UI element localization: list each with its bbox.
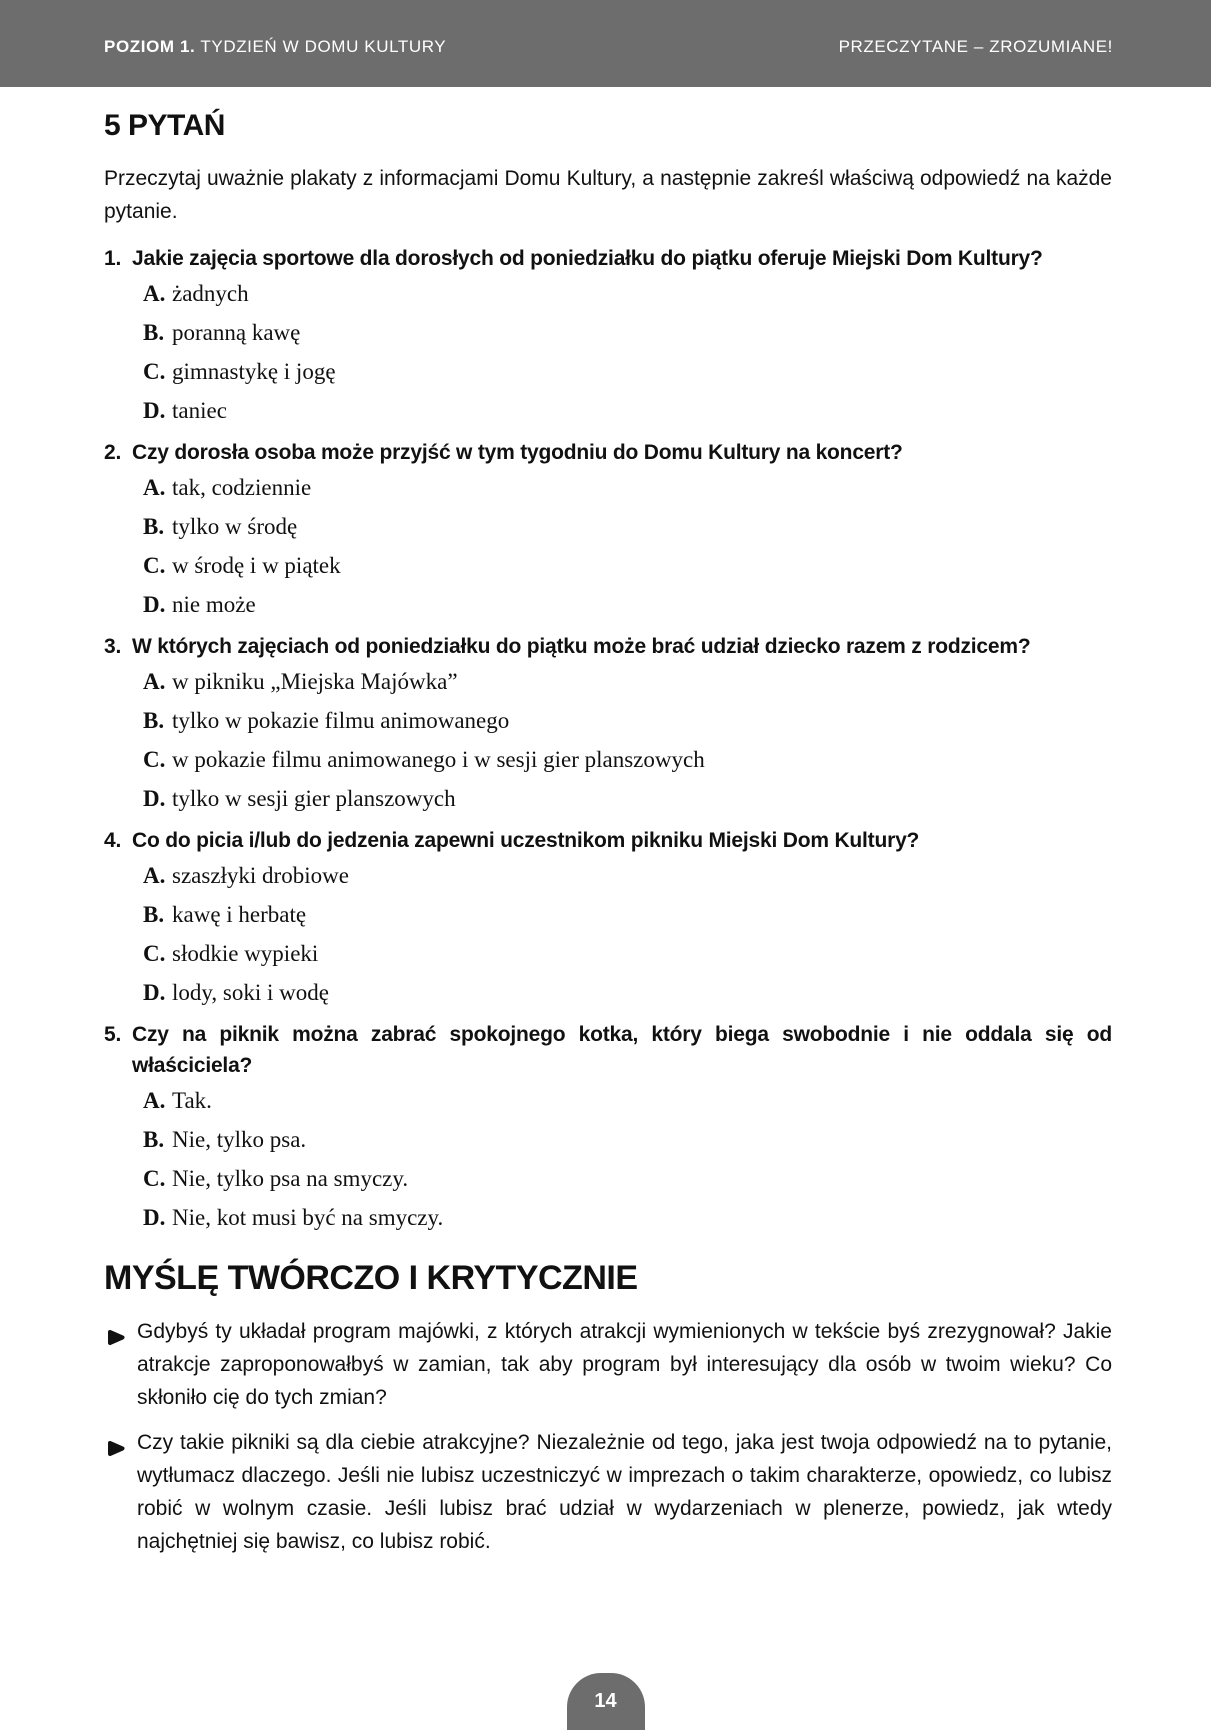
- quiz-instructions: Przeczytaj uważnie plakaty z informacjami Domu Kultury, a następnie zakreśl właściwą odpowiedź na każde pytanie.: [104, 167, 1112, 223]
- option-letter: D.: [143, 592, 166, 617]
- option-letter: D.: [143, 980, 166, 1005]
- option-text: szaszłyki drobiowe: [172, 863, 349, 888]
- option-letter: B.: [143, 514, 165, 539]
- option-text: taniec: [172, 398, 227, 423]
- option-text: kawę i herbatę: [172, 902, 307, 927]
- option-text: słodkie wypieki: [172, 941, 319, 966]
- header-left: [104, 37, 446, 57]
- page-content: [104, 87, 1112, 1570]
- option-letter: C.: [143, 747, 166, 772]
- header-section-label: PRZECZYTANE – ZROZUMIANE!: [838, 36, 1113, 56]
- question-4: [104, 825, 1112, 1006]
- play-triangle-icon: [104, 1426, 137, 1558]
- question-number: 4.: [104, 829, 122, 852]
- answer-option-d[interactable]: [143, 786, 1112, 812]
- bullet-text: Gdybyś ty układał program majówki, z których atrakcji wymienionych w tekście byś zrezygnował? Jakie atrakcje zaproponowałbyś w zamian, tak aby program był interesujący dla osób w twoim wieku? Co skłoniło cię do tych zmian?: [137, 1320, 1112, 1409]
- option-text: tak, codziennie: [172, 475, 312, 500]
- option-text: nie może: [172, 592, 256, 617]
- answer-option-c[interactable]: [143, 747, 1112, 773]
- answer-option-a[interactable]: [143, 863, 1112, 889]
- option-text: Tak.: [172, 1088, 212, 1113]
- page-number: 14: [594, 1690, 617, 1712]
- question-1: [104, 243, 1112, 424]
- answer-option-c[interactable]: [143, 1166, 1112, 1192]
- option-text: gimnastykę i jogę: [172, 359, 336, 384]
- answer-option-d[interactable]: [143, 980, 1112, 1006]
- option-text: w pokazie filmu animowanego i w sesji gier planszowych: [172, 747, 705, 772]
- option-letter: A.: [143, 281, 166, 306]
- option-letter: D.: [143, 1205, 166, 1230]
- bullet-item-1: [104, 1315, 1112, 1414]
- header-bar: [0, 0, 1211, 87]
- option-letter: D.: [143, 398, 166, 423]
- question-3: [104, 631, 1112, 812]
- question-2: [104, 437, 1112, 618]
- option-letter: C.: [143, 359, 166, 384]
- option-text: w środę i w piątek: [172, 553, 341, 578]
- option-text: Nie, tylko psa na smyczy.: [172, 1166, 409, 1191]
- option-letter: D.: [143, 786, 166, 811]
- answer-option-d[interactable]: [143, 1205, 1112, 1231]
- option-letter: C.: [143, 1166, 166, 1191]
- option-letter: B.: [143, 902, 165, 927]
- header-level-label: POZIOM 1.: [104, 36, 196, 56]
- answer-option-c[interactable]: [143, 359, 1112, 385]
- option-text: lody, soki i wodę: [172, 980, 329, 1005]
- question-text: Czy na piknik można zabrać spokojnego kotka, który biega swobodnie i nie oddala się od właściciela?: [132, 1023, 1112, 1077]
- option-text: w pikniku „Miejska Majówka”: [172, 669, 458, 694]
- option-letter: B.: [143, 708, 165, 733]
- option-text: tylko w pokazie filmu animowanego: [172, 708, 510, 733]
- option-text: Nie, tylko psa.: [172, 1127, 307, 1152]
- answer-option-a[interactable]: [143, 1088, 1112, 1114]
- answer-option-c[interactable]: [143, 553, 1112, 579]
- answer-option-b[interactable]: [143, 1127, 1112, 1153]
- answer-option-d[interactable]: [143, 398, 1112, 424]
- answer-option-c[interactable]: [143, 941, 1112, 967]
- option-text: tylko w środę: [172, 514, 298, 539]
- question-5: [104, 1019, 1112, 1231]
- answer-option-a[interactable]: [143, 475, 1112, 501]
- header-chapter-title: TYDZIEŃ W DOMU KULTURY: [200, 36, 447, 56]
- option-letter: A.: [143, 669, 166, 694]
- answer-option-d[interactable]: [143, 592, 1112, 618]
- question-number: 1.: [104, 247, 122, 270]
- question-text: Jakie zajęcia sportowe dla dorosłych od poniedziałku do piątku oferuje Miejski Dom Kultury?: [132, 247, 1043, 270]
- option-text: poranną kawę: [172, 320, 301, 345]
- page-number-tab: [567, 1673, 645, 1730]
- option-letter: B.: [143, 1127, 165, 1152]
- option-letter: A.: [143, 863, 166, 888]
- option-letter: C.: [143, 941, 166, 966]
- answer-option-a[interactable]: [143, 669, 1112, 695]
- option-letter: C.: [143, 553, 166, 578]
- bullet-item-2: [104, 1426, 1112, 1558]
- answer-option-b[interactable]: [143, 708, 1112, 734]
- question-number: 3.: [104, 635, 122, 658]
- option-letter: B.: [143, 320, 165, 345]
- play-triangle-icon: [104, 1315, 137, 1414]
- option-letter: A.: [143, 1088, 166, 1113]
- question-number: 5.: [104, 1023, 122, 1046]
- bullet-text: Czy takie pikniki są dla ciebie atrakcyjne? Niezależnie od tego, jaka jest twoja odpowiedź na to pytanie, wytłumacz dlaczego. Jeśli nie lubisz uczestniczyć w imprezach o takim charakterze, opowiedz, co lubisz robić w wolnym czasie. Jeśli lubisz brać udział w wydarzeniach w plenerze, powiedz, jak wtedy najchętniej się bawisz, co lubisz robić.: [137, 1431, 1112, 1553]
- section-title: MYŚLĘ TWÓRCZO I KRYTYCZNIE: [104, 1259, 638, 1297]
- option-text: Nie, kot musi być na smyczy.: [172, 1205, 444, 1230]
- option-letter: A.: [143, 475, 166, 500]
- quiz-title: 5 PYTAŃ: [104, 109, 225, 142]
- answer-option-b[interactable]: [143, 514, 1112, 540]
- question-text: W których zajęciach od poniedziałku do piątku może brać udział dziecko razem z rodzicem?: [132, 635, 1031, 658]
- answer-option-b[interactable]: [143, 902, 1112, 928]
- option-text: żadnych: [172, 281, 249, 306]
- question-text: Czy dorosła osoba może przyjść w tym tygodniu do Domu Kultury na koncert?: [132, 441, 903, 464]
- answer-option-b[interactable]: [143, 320, 1112, 346]
- question-number: 2.: [104, 441, 122, 464]
- option-text: tylko w sesji gier planszowych: [172, 786, 456, 811]
- question-text: Co do picia i/lub do jedzenia zapewni uczestnikom pikniku Miejski Dom Kultury?: [132, 829, 920, 852]
- answer-option-a[interactable]: [143, 281, 1112, 307]
